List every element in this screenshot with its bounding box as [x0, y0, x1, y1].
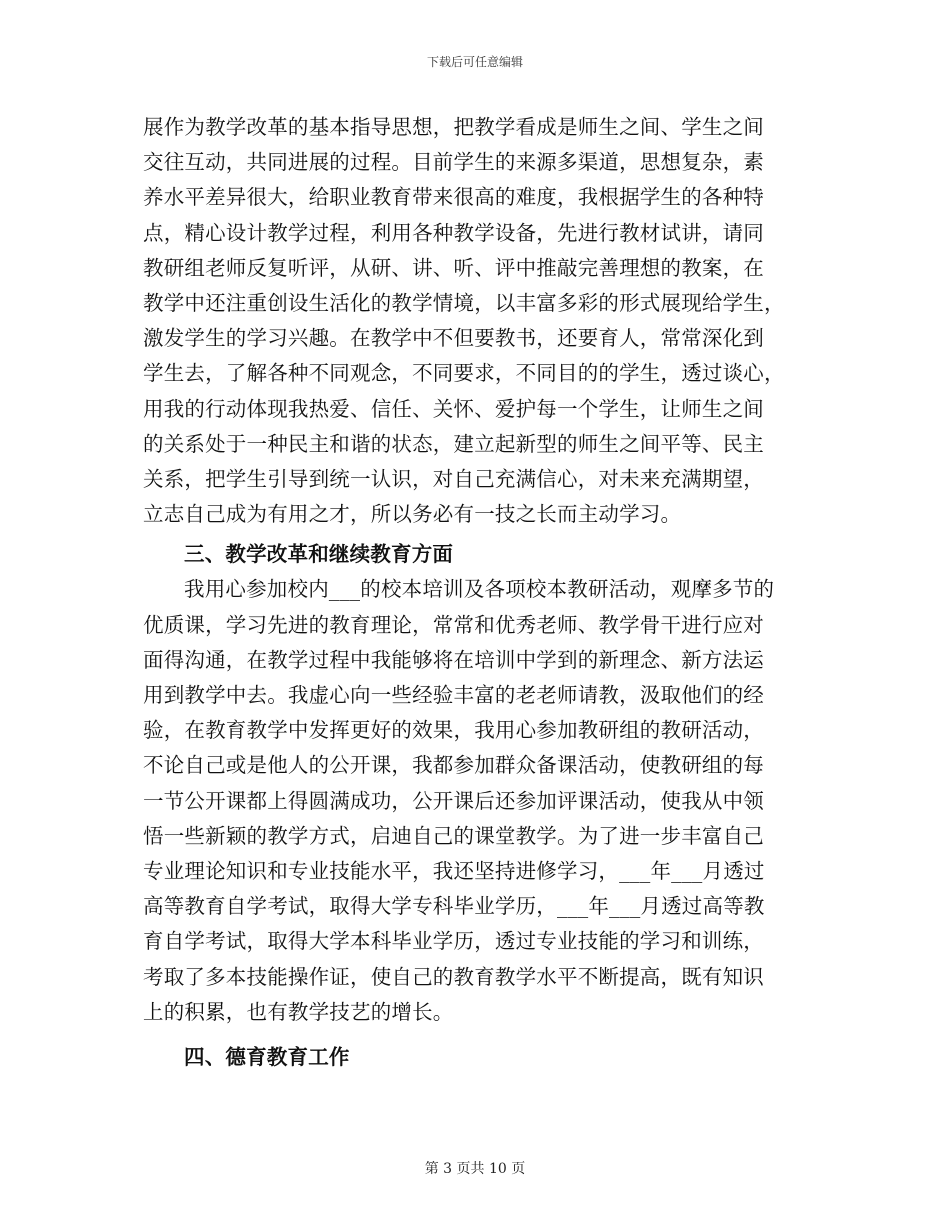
page-footer: 第 3 页共 10 页: [424, 1161, 526, 1177]
text-line: 考取了多本技能操作证，使自己的教育教学水平不断提高，既有知识: [143, 964, 764, 989]
text-line: 立志自己成为有用之才，所以务必有一技之长而主动学习。: [143, 502, 682, 527]
text-line: 激发学生的学习兴趣。在教学中不但要教书，还要育人，常常深化到: [143, 326, 764, 351]
text-line: 专业理论知识和专业技能水平，我还坚持进修学习，___年___月透过: [143, 858, 765, 883]
text-line: 悟一些新颖的教学方式，启迪自己的课堂教学。为了进一步丰富自己: [143, 823, 764, 848]
text-line: 一节公开课都上得圆满成功，公开课后还参加评课活动，使我从中领: [143, 788, 764, 813]
text-line: 学生去，了解各种不同观念，不同要求，不同目的的学生，透过谈心，: [143, 361, 785, 386]
text-line: 交往互动，共同进展的过程。目前学生的来源多渠道，思想复杂，素: [143, 150, 764, 175]
text-line: 我用心参加校内___的校本培训及各项校本教研活动，观摩多节的: [184, 577, 775, 602]
document-body: [143, 110, 807, 1075]
text-line: 用到教学中去。我虚心向一些经验丰富的老老师请教，汲取他们的经: [143, 683, 764, 707]
paragraph-teaching-reform-intro: [143, 110, 807, 532]
text-line: 不论自己或是他人的公开课，我都参加群众备课活动，使教研组的每: [143, 753, 764, 778]
section-heading-4: 四、德育教育工作: [184, 1044, 350, 1069]
text-line: 育自学考试，取得大学本科毕业学历，透过专业技能的学习和训练，: [143, 929, 764, 954]
text-line: 关系，把学生引导到统一认识，对自己充满信心，对未来充满期望，: [143, 466, 764, 491]
text-line: 优质课，学习先进的教育理论，常常和优秀老师、教学骨干进行应对: [143, 612, 764, 637]
text-line: 教学中还注重创设生活化的教学情境，以丰富多彩的形式展现给学生，: [143, 290, 785, 315]
text-line: 教研组老师反复听评，从研、讲、听、评中推敲完善理想的教案，在: [143, 255, 764, 280]
text-line: 点，精心设计教学过程，利用各种教学设备，先进行教材试讲，请同: [143, 220, 764, 245]
text-line: 面得沟通，在教学过程中我能够将在培训中学到的新理念、新方法运: [143, 647, 764, 672]
paragraph-continuing-education: [143, 572, 807, 1029]
text-line: 的关系处于一种民主和谐的状态，建立起新型的师生之间平等、民主: [143, 431, 764, 456]
text-line: 用我的行动体现我热爱、信任、关怀、爱护每一个学生，让师生之间: [143, 396, 764, 421]
text-line: 验，在教育教学中发挥更好的效果，我用心参加教研组的教研活动，: [143, 718, 764, 743]
section-heading-3: 三、教学改革和继续教育方面: [184, 542, 454, 567]
text-line: 上的积累，也有教学技艺的增长。: [143, 999, 454, 1024]
text-line: 养水平差异很大，给职业教育带来很高的难度，我根据学生的各种特: [143, 185, 764, 210]
page-header: 下载后可任意编辑: [426, 55, 523, 69]
text-line: 展作为教学改革的基本指导思想，把教学看成是师生之间、学生之间: [143, 115, 764, 139]
text-line: 高等教育自学考试，取得大学专科毕业学历，___年___月透过高等教: [143, 894, 765, 919]
